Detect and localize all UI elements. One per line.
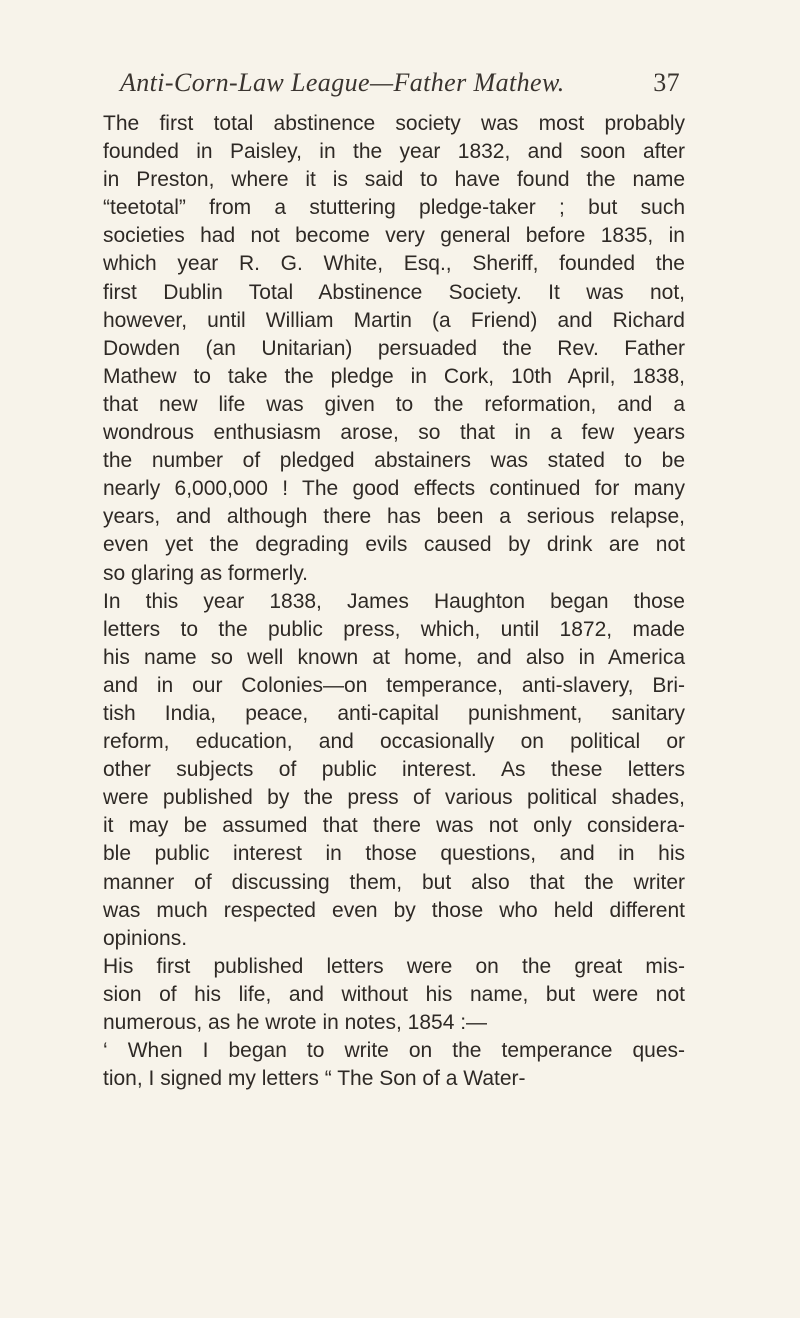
text-line: in Preston, where it is said to have found the name [103,168,685,192]
text-line: societies had not become very general before 1835, in [103,224,685,248]
text-line: numerous, as he wrote in notes, 1854 :— [103,1011,488,1034]
running-head [120,68,680,104]
text-line: The first total abstinence society was most probably [103,112,685,135]
text-line: was much respected even by those who held different [103,898,685,922]
text-line: first Dublin Total Abstinence Society. It was not, [103,280,685,304]
text-line: tish India, peace, anti-capital punishment, sanitary [103,701,685,725]
text-line: so glaring as formerly. [103,561,309,585]
text-line: other subjects of public interest. As these letters [103,758,685,782]
text-line: which year R. G. White, Esq., Sheriff, founded the [103,252,685,276]
text-line: tion, I signed my letters “ The Son of a Water- [103,1067,526,1091]
text-line: His first published letters were on the great mis- [103,954,685,978]
text-line: founded in Paisley, in the year 1832, and soon after [103,140,685,164]
text-line: letters to the public press, which, until 1872, made [103,617,685,641]
body-text [103,110,685,1093]
text-line: it may be assumed that there was not only considera- [103,814,685,838]
text-line: wondrous enthusiasm arose, so that in a few years [103,421,685,445]
text-line: sion of his life, and without his name, but were not [103,982,685,1006]
text-line: that new life was given to the reformation, and a [103,392,685,416]
page-number: 37 [653,68,680,97]
text-line: “teetotal” from a stuttering pledge-taker ; but such [103,196,685,220]
text-line: the number of pledged abstainers was stated to be [103,449,685,473]
text-line: In this year 1838, James Haughton began those [103,589,685,613]
text-line: Dowden (an Unitarian) persuaded the Rev. Father [103,336,685,360]
text-line: ble public interest in those questions, and in his [103,842,685,866]
text-line: and in our Colonies—on temperance, anti-slavery, Bri- [103,673,685,697]
text-line: years, and although there has been a serious relapse, [103,505,685,529]
text-line: even yet the degrading evils caused by drink are not [103,533,685,557]
text-line: Mathew to take the pledge in Cork, 10th April, 1838, [103,364,685,388]
text-line: ‘ When I began to write on the temperance ques- [103,1039,685,1063]
running-title: Anti-Corn-Law League—Father Mathew. [120,68,565,97]
text-line: were published by the press of various political shades, [103,786,685,810]
text-line: nearly 6,000,000 ! The good effects continued for many [103,477,685,501]
text-line: reform, education, and occasionally on political or [103,730,685,754]
text-line: however, until William Martin (a Friend) and Richard [103,308,685,332]
text-line: manner of discussing them, but also that the writer [103,870,685,894]
text-line: opinions. [103,926,188,950]
text-line: his name so well known at home, and also in America [103,645,685,669]
